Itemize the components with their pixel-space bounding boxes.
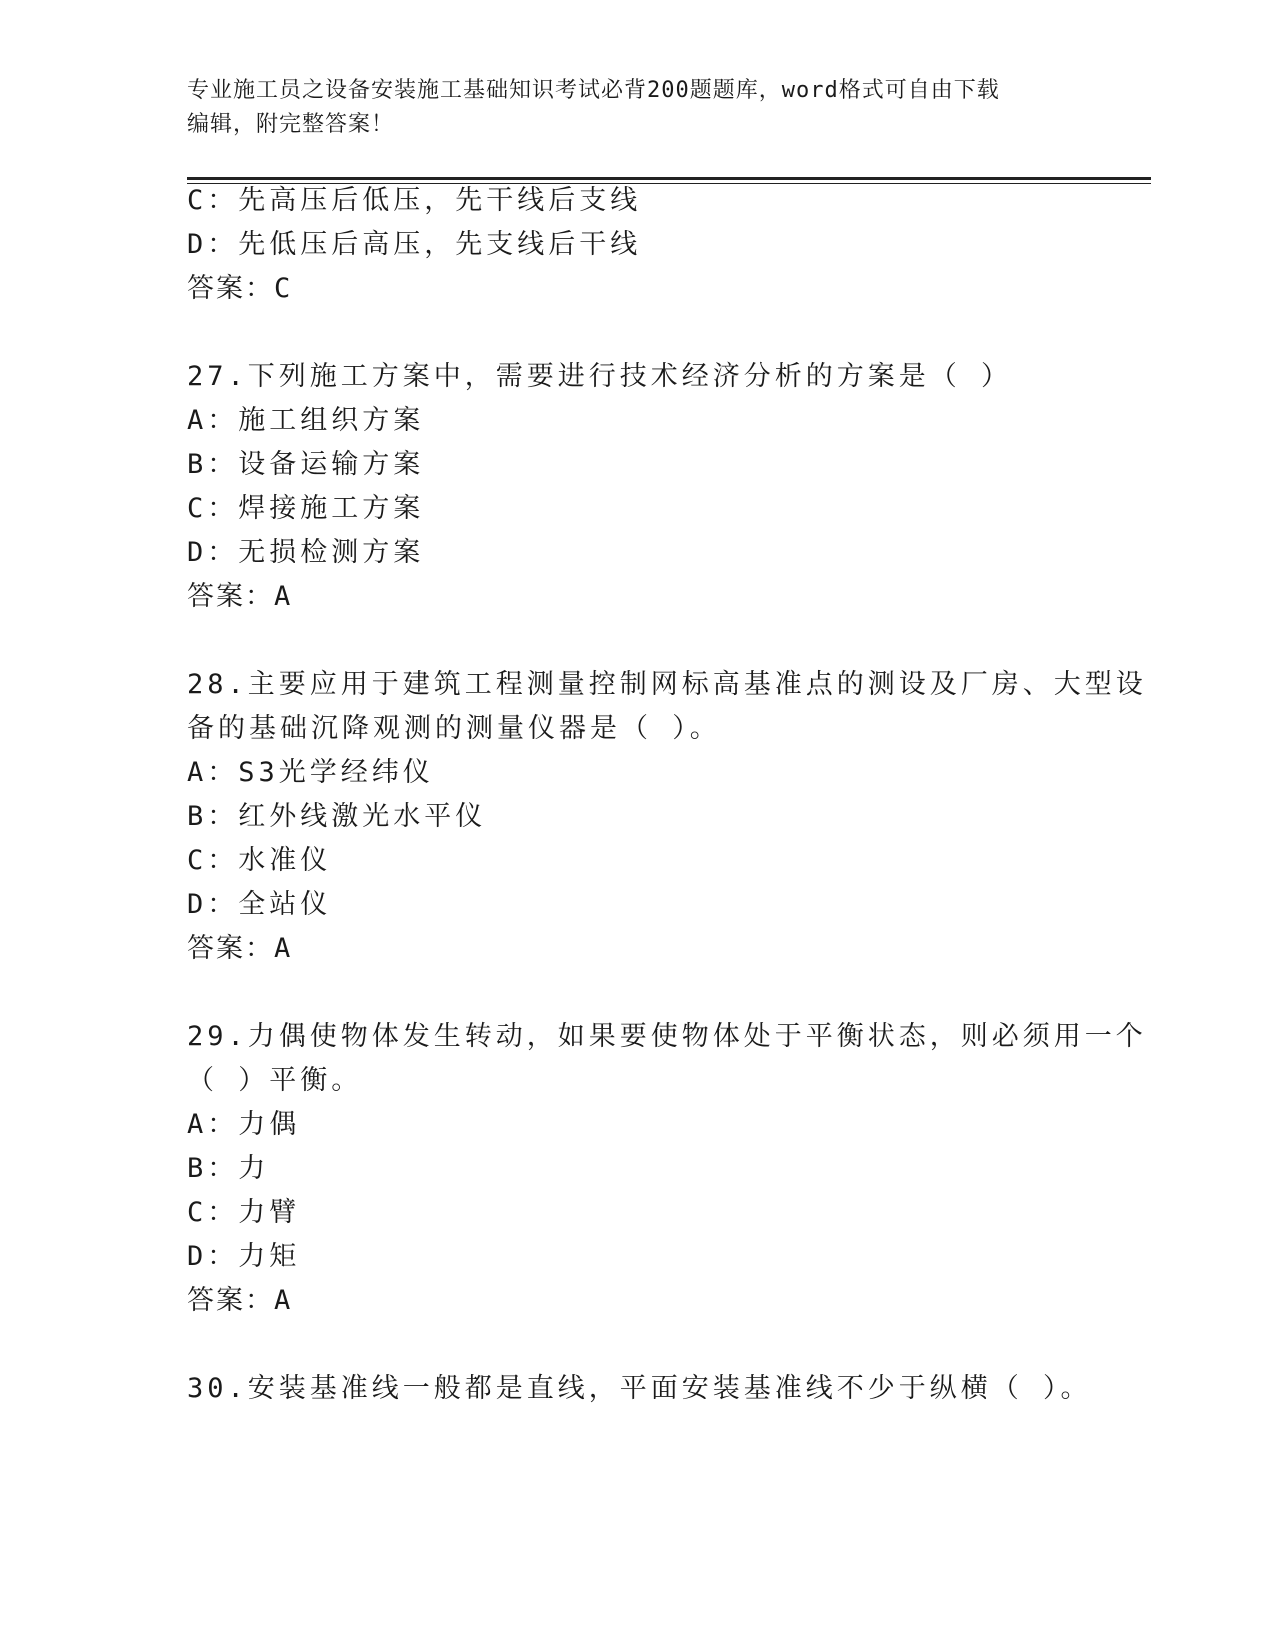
q28-option-a: A：S3光学经纬仪	[187, 757, 434, 788]
q27-answer: 答案：A	[187, 581, 293, 612]
q28-question-line-2: 备的基础沉降观测的测量仪器是（ ）。	[187, 713, 721, 744]
q30-question: 30.安装基准线一般都是直线，平面安装基准线不少于纵横（ ）。	[187, 1373, 1092, 1404]
q29-option-c: C：力臂	[187, 1197, 301, 1228]
q28-option-c: C：水准仪	[187, 845, 332, 876]
q27-option-d: D：无损检测方案	[187, 537, 425, 568]
q28-answer: 答案：A	[187, 933, 293, 964]
q27-question: 27.下列施工方案中，需要进行技术经济分析的方案是（ ）	[187, 361, 1013, 392]
q29-question-line-2: （ ）平衡。	[187, 1065, 363, 1096]
q27-option-a: A：施工组织方案	[187, 405, 425, 436]
document-header	[187, 74, 1067, 142]
q29-option-d: D：力矩	[187, 1241, 301, 1272]
header-title-line-1: 专业施工员之设备安装施工基础知识考试必背200题题库，word格式可自由下载	[187, 78, 1000, 103]
q26-option-c: C：先高压后低压，先干线后支线	[187, 185, 642, 216]
q29-option-a: A：力偶	[187, 1109, 301, 1140]
q29-answer: 答案：A	[187, 1285, 293, 1316]
q27-option-b: B：设备运输方案	[187, 449, 425, 480]
q26-option-d: D：先低压后高压，先支线后干线	[187, 229, 642, 260]
q28-question-line-1: 28.主要应用于建筑工程测量控制网标高基准点的测设及厂房、大型设	[187, 669, 1147, 700]
q27-option-c: C：焊接施工方案	[187, 493, 425, 524]
q28-option-d: D：全站仪	[187, 889, 332, 920]
q29-option-b: B：力	[187, 1153, 270, 1184]
header-divider-thick	[187, 177, 1151, 180]
header-title-line-2: 编辑，附完整答案！	[187, 112, 395, 137]
q29-question-line-1: 29.力偶使物体发生转动，如果要使物体处于平衡状态，则必须用一个	[187, 1021, 1147, 1052]
q28-option-b: B：红外线激光水平仪	[187, 801, 487, 832]
q26-answer: 答案：C	[187, 273, 293, 304]
